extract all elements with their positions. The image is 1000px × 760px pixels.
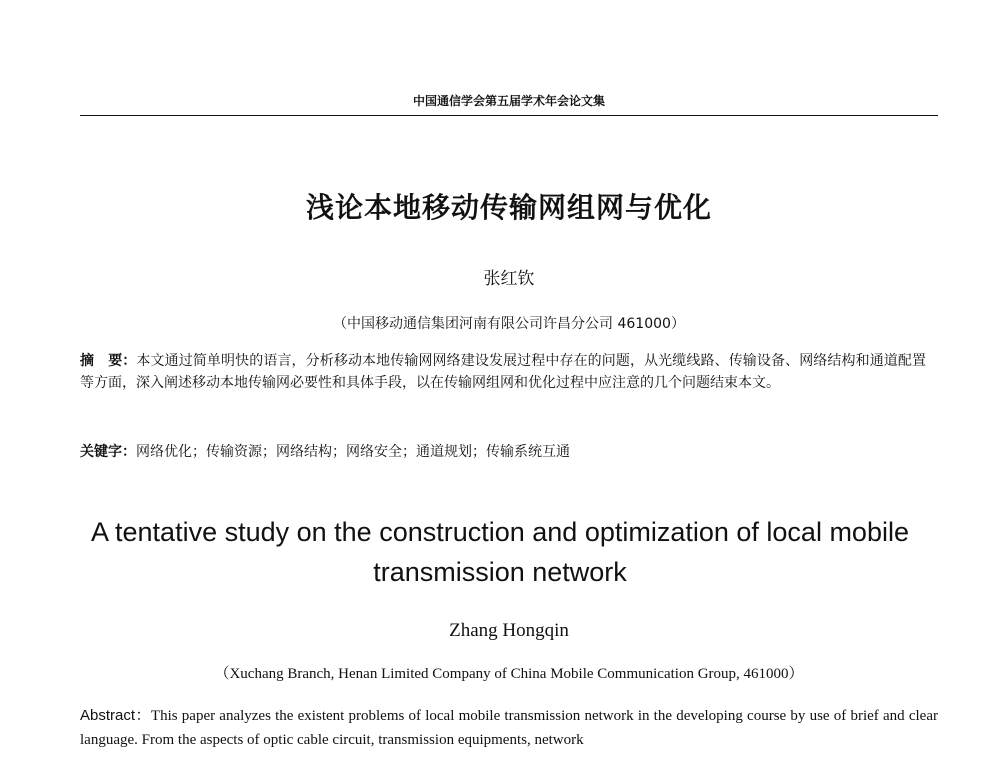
chinese-abstract-text: 本文通过简单明快的语言，分析移动本地传输网网络建设发展过程中存在的问题，从光缆线路、传输设备、网络结构和通道配置等方面，深入阐述移动本地传输网必要性和具体手段，以在传输网组网和优化过程中应注意的几个问题结束本文。: [80, 353, 927, 391]
english-affiliation: （Xuchang Branch, Henan Limited Company of China Mobile Communication Group, 461000）: [214, 666, 804, 682]
english-abstract-label: Abstract：: [80, 707, 151, 724]
english-abstract: [80, 704, 938, 752]
chinese-keywords-text: 网络优化；传输资源；网络结构；网络安全；通道规划；传输系统互通: [136, 444, 570, 460]
chinese-title: 浅论本地移动传输网组网与优化: [305, 191, 712, 224]
chinese-keywords-label: 关键字：: [80, 444, 136, 460]
chinese-affiliation: （中国移动通信集团河南有限公司许昌分公司 461000）: [333, 316, 685, 332]
english-author: Zhang Hongqin: [449, 620, 569, 641]
chinese-abstract: [80, 350, 926, 394]
header-rule: [80, 115, 938, 116]
english-abstract-text: This paper analyzes the existent problems of local mobile transmission network in the developing course by use of brief and clear language. From the aspects of optic cable circuit, transmission equipments, network: [80, 708, 938, 748]
chinese-abstract-label: 摘 要：: [80, 353, 137, 369]
english-title: A tentative study on the construction and optimization of local mobile transmission network: [91, 517, 909, 587]
chinese-keywords: [80, 441, 926, 463]
chinese-author: 张红钦: [483, 269, 535, 289]
running-header: 中国通信学会第五届学术年会论文集: [412, 94, 605, 108]
